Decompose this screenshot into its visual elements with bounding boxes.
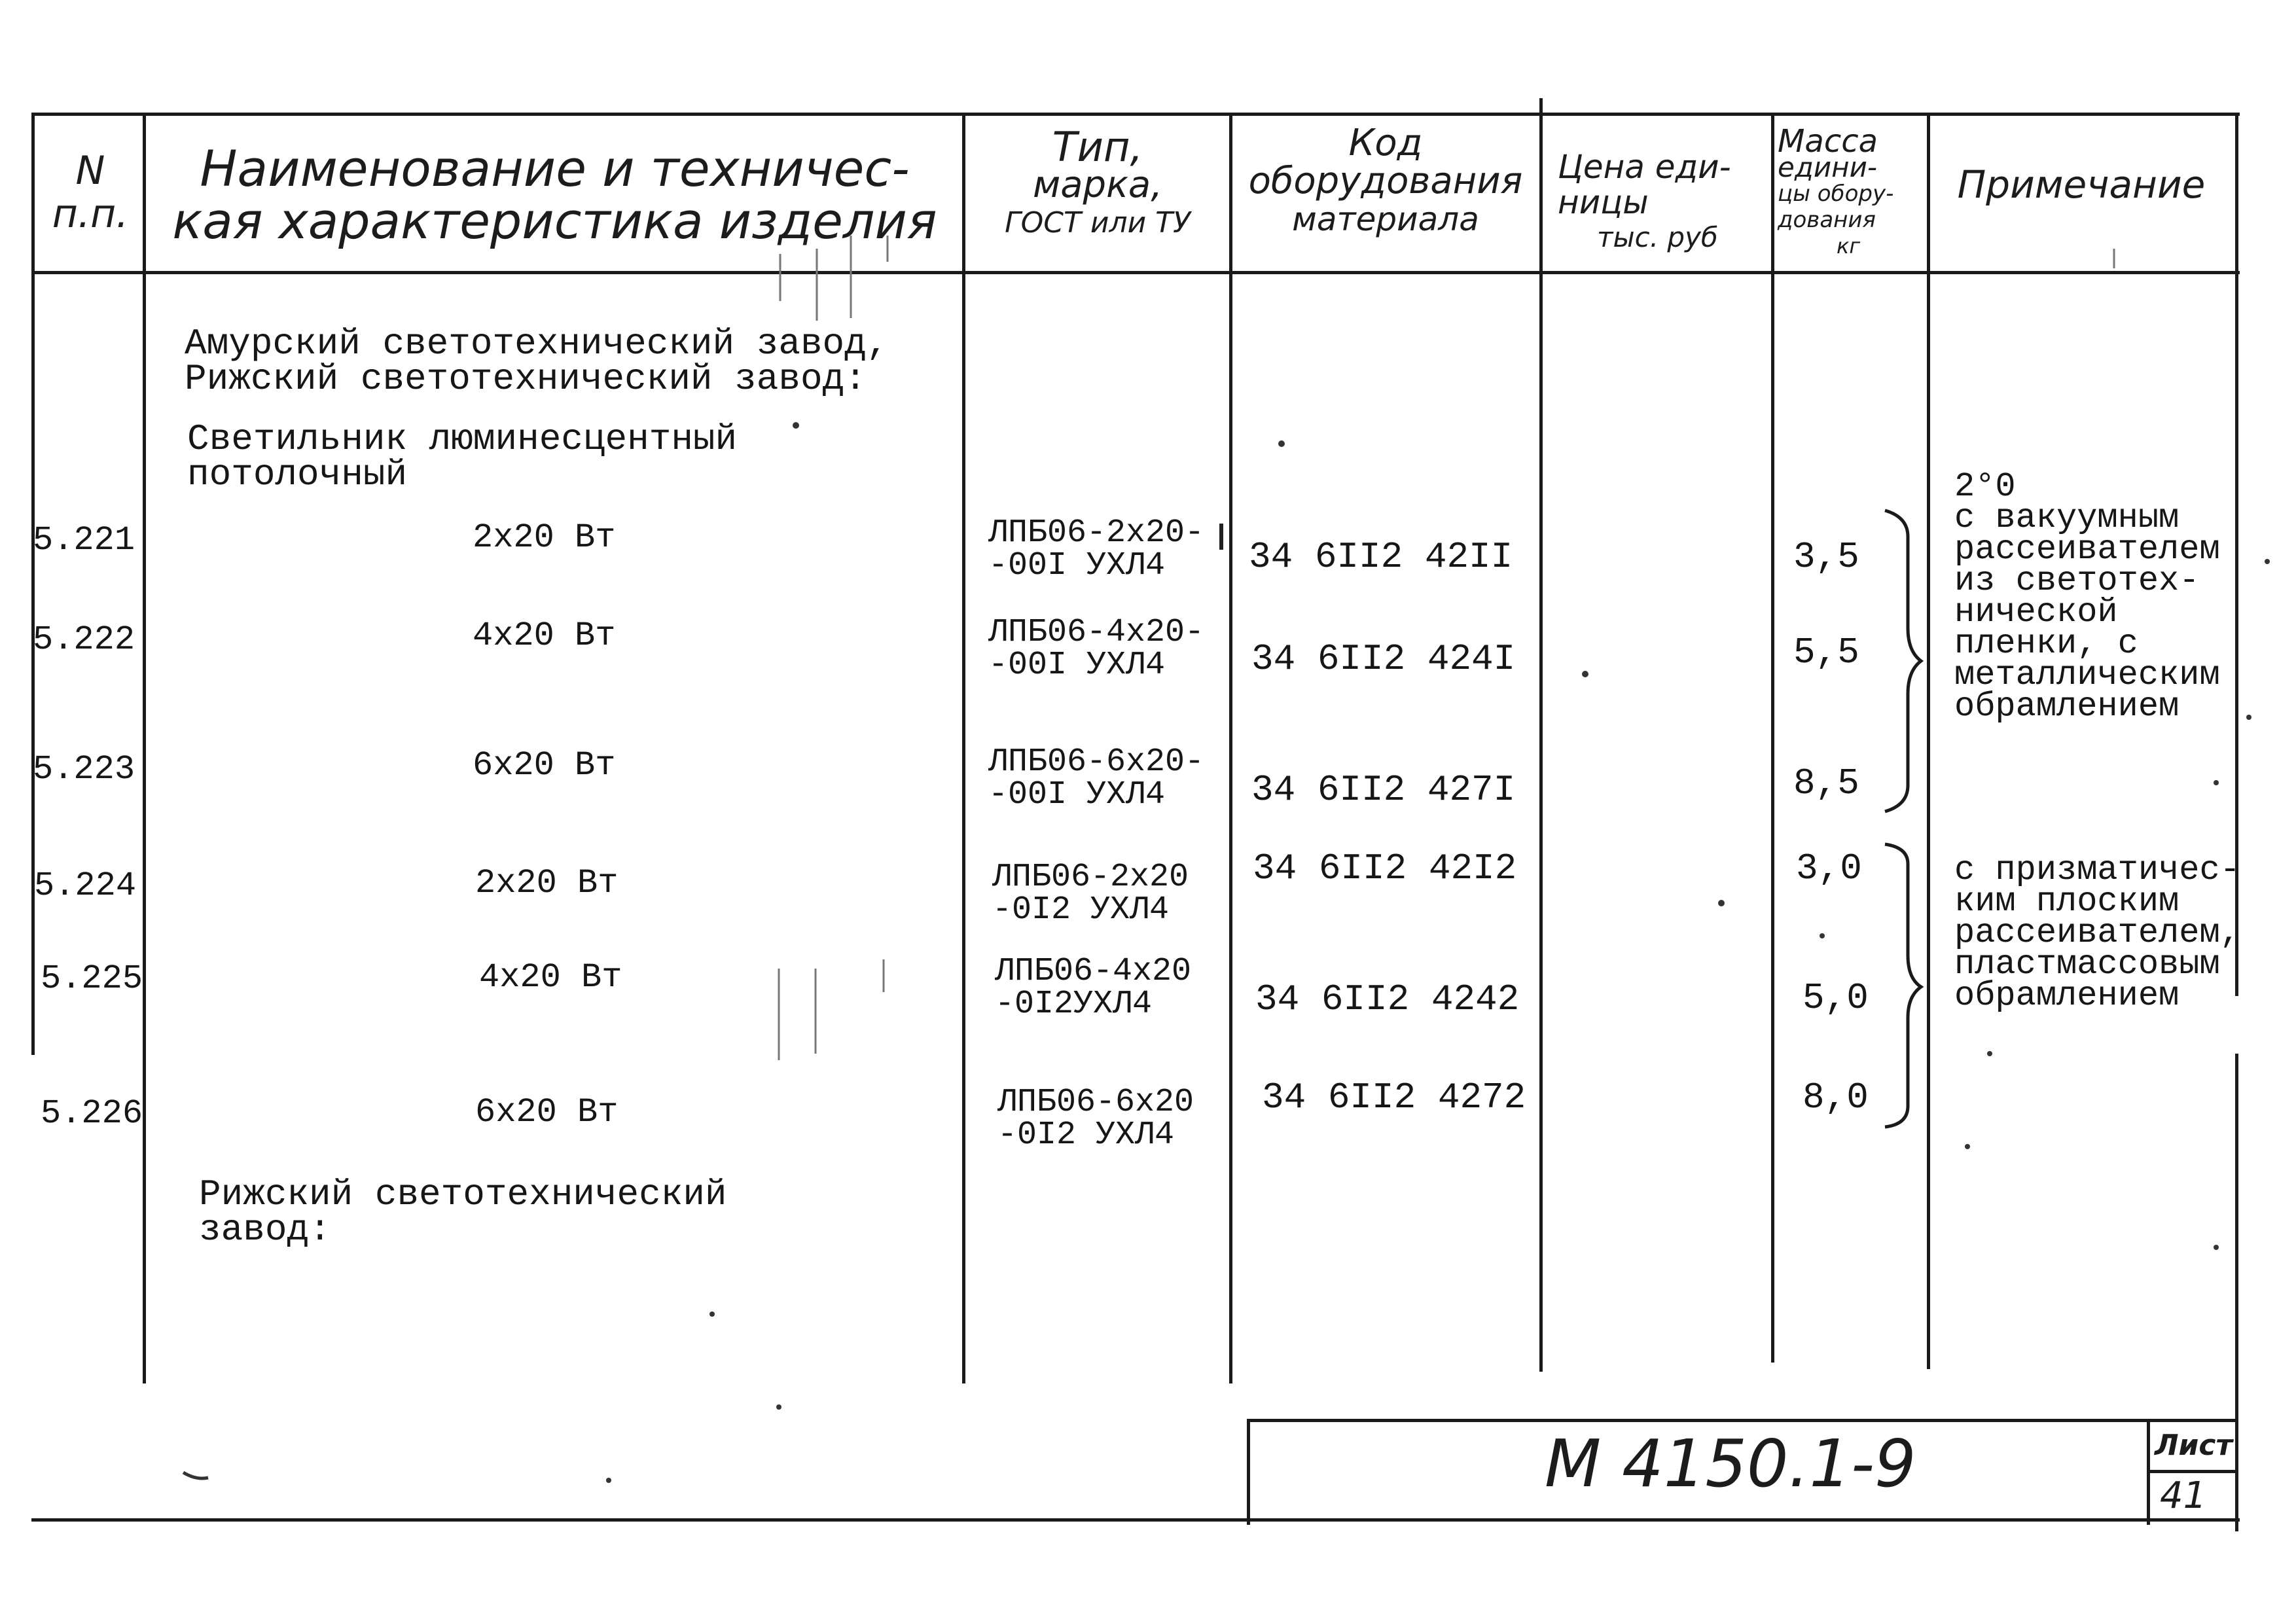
row-type-line: ЛПБ06-4х20- [988, 614, 1205, 651]
header-col-mass-line: едини- [1778, 151, 1878, 183]
note-line: обрамлением [1954, 976, 2179, 1015]
row-number: 5.221 [33, 521, 135, 560]
row-code: 34 6II2 427I [1251, 769, 1516, 811]
row-mass: 3,5 [1793, 536, 1859, 578]
row-type-line: -00I УХЛ4 [988, 647, 1166, 684]
row-code: 34 6II2 4272 [1262, 1077, 1526, 1118]
row-code: 34 6II2 42II [1249, 536, 1513, 578]
row-power: 2х20 Вт [473, 518, 616, 557]
note-line: с призматичес- [1954, 851, 2240, 889]
row-power: 2х20 Вт [475, 864, 619, 902]
header-col-name-line: кая характеристика изделия [172, 192, 937, 250]
row-mass: 8,5 [1793, 762, 1859, 804]
row-type-line: -0I2 УХЛ4 [992, 891, 1170, 929]
row-code: 34 6II2 424I [1251, 638, 1516, 680]
note-line: рассеивателем [1954, 530, 2220, 569]
header-col-price-line: тыс. руб [1597, 221, 1718, 253]
header-col-type-line: ГОСТ или ТУ [1005, 206, 1191, 240]
group-line: завод: [199, 1209, 331, 1251]
scan-mark [709, 1311, 715, 1317]
row-code: 34 6II2 42I2 [1253, 847, 1517, 889]
scan-mark [183, 1472, 208, 1478]
row-power: 4х20 Вт [473, 616, 616, 655]
row-mass: 8,0 [1803, 1077, 1869, 1118]
scan-mark [1987, 1051, 1992, 1056]
row-type-line: ЛПБ06-2х20 [992, 859, 1189, 896]
scan-mark [776, 1404, 781, 1410]
row-number: 5.224 [34, 866, 137, 905]
note-line: нической [1954, 593, 2118, 632]
header-col-code-line: материала [1292, 200, 1479, 238]
row-mass: 5,0 [1803, 977, 1869, 1019]
scan-mark [2246, 715, 2251, 720]
row-power: 6х20 Вт [473, 746, 616, 785]
brace-group-a [1885, 510, 1921, 812]
group-line: Рижский светотехнический завод: [185, 358, 867, 400]
header-col-code-line: оборудования [1248, 160, 1523, 202]
row-type-line: -0I2 УХЛ4 [997, 1116, 1175, 1154]
row-type-line: ЛПБ06-4х20 [995, 953, 1192, 990]
header-col-type-line: марка, [1032, 164, 1163, 206]
header-col-mass-line: кг [1837, 234, 1861, 259]
row-type-line: ЛПБ06-2х20- [988, 514, 1205, 552]
note-line: пластмассовым [1954, 945, 2220, 984]
row-number: 5.222 [33, 620, 135, 659]
scan-mark [2214, 1245, 2219, 1250]
row-number: 5.223 [33, 750, 135, 789]
scan-mark [1582, 671, 1588, 677]
row-type-line: ЛПБ06-6х20 [997, 1084, 1194, 1121]
note-line: пленки, с [1954, 624, 2138, 663]
header-col-type-line: Тип, [1052, 123, 1143, 171]
note-line: рассеивателем, [1954, 914, 2240, 952]
header-col-number-line: N [75, 148, 105, 194]
row-power: 4х20 Вт [479, 958, 622, 997]
scan-mark [606, 1478, 611, 1483]
header-col-mass-line: цы обору- [1778, 181, 1894, 207]
group-line: потолочный [187, 454, 408, 495]
row-mass: 3,0 [1796, 847, 1862, 889]
row-type-line: -0I2УХЛ4 [995, 986, 1153, 1023]
note-line: 2°0 [1954, 467, 2016, 506]
row-number: 5.226 [41, 1094, 143, 1133]
note-line: с вакуумным [1954, 499, 2179, 537]
row-type-line: -00I УХЛ4 [988, 547, 1166, 584]
header-col-name-line: Наименование и техничес- [200, 139, 910, 198]
header-col-price-line: ницы [1558, 183, 1649, 221]
row-power: 6х20 Вт [475, 1093, 619, 1132]
stamp-doc-code: М 4150.1-9 [1545, 1425, 1916, 1502]
scan-mark [2214, 780, 2219, 785]
brace-group-b [1885, 844, 1921, 1127]
scan-mark [1718, 900, 1725, 906]
scan-mark [1278, 440, 1285, 447]
header-col-number-line: п.п. [52, 191, 129, 237]
header-col-mass-line: Масса [1778, 123, 1878, 160]
scan-mark [1820, 933, 1825, 938]
note-line: ким плоским [1954, 882, 2179, 921]
header-col-note-line: Примечание [1957, 162, 2206, 207]
note-line: металлическим [1954, 656, 2220, 694]
stamp-sheet-label: Лист [2155, 1429, 2233, 1462]
header-col-mass-line: дования [1778, 207, 1876, 233]
header-col-price-line: Цена еди- [1558, 148, 1731, 186]
row-code: 34 6II2 4242 [1255, 978, 1520, 1020]
scan-mark [2265, 559, 2270, 564]
note-line: обрамлением [1954, 687, 2179, 726]
note-line: из светотех- [1954, 562, 2200, 600]
header-col-code-line: Код [1348, 122, 1423, 164]
row-mass: 5,5 [1793, 632, 1859, 673]
group-line: Рижский светотехнический [199, 1173, 727, 1215]
row-type-line: -00I УХЛ4 [988, 776, 1166, 813]
scan-mark [1965, 1144, 1970, 1149]
row-type-line: ЛПБ06-6х20- [988, 743, 1205, 781]
group-line: Амурский светотехнический завод, [185, 323, 889, 365]
group-line: Светильник люминесцентный [187, 418, 738, 460]
stamp-sheet-number: 41 [2160, 1474, 2207, 1517]
row-number: 5.225 [41, 959, 143, 998]
scan-mark [793, 422, 799, 429]
